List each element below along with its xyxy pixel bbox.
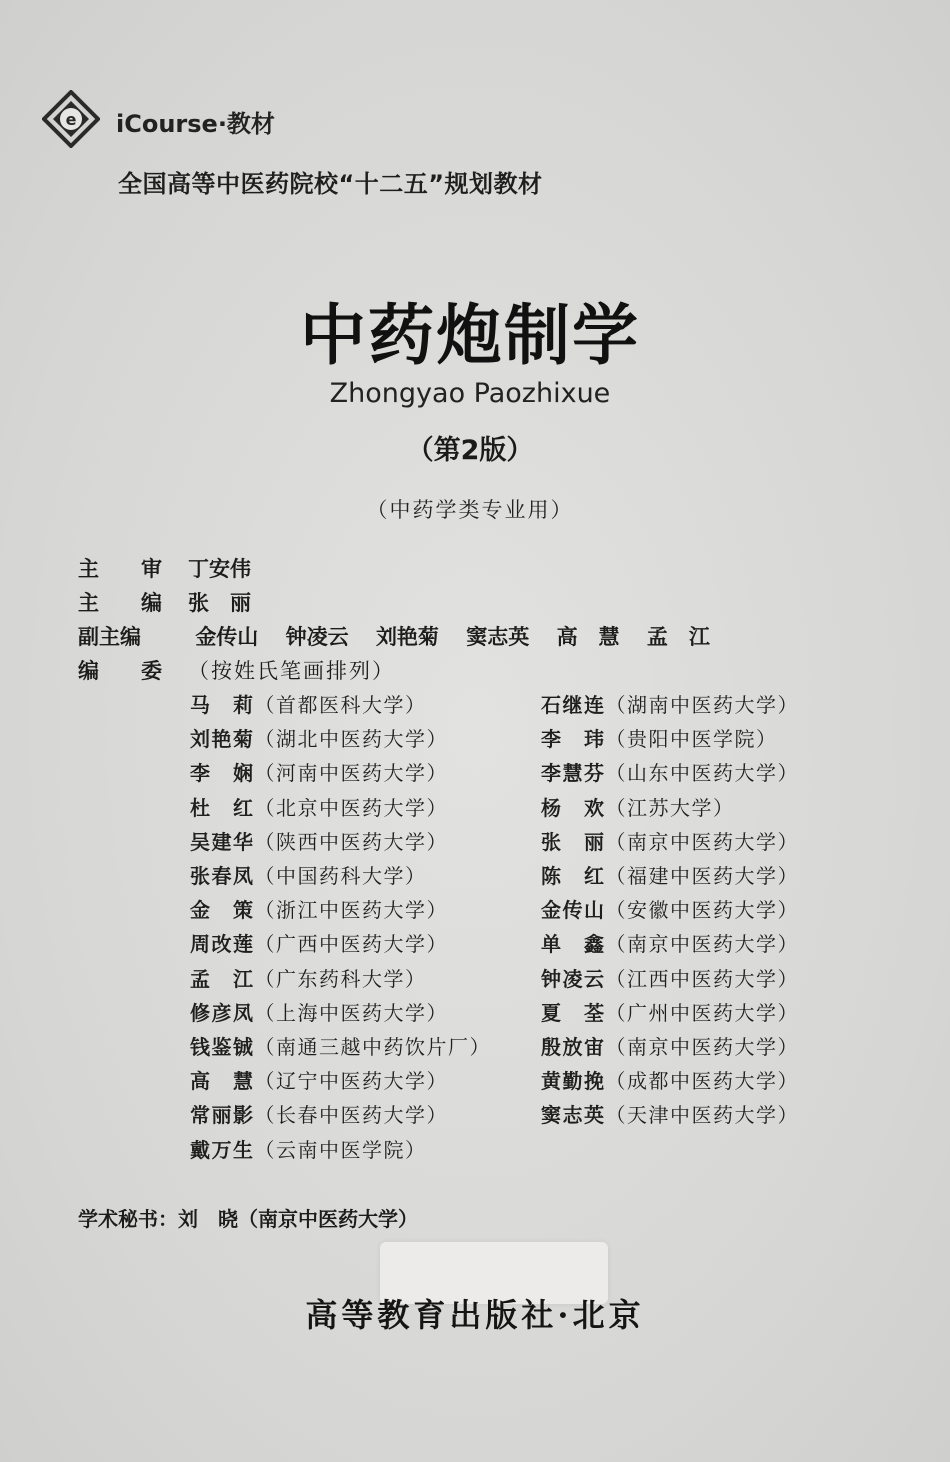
member-entry bbox=[190, 997, 448, 1026]
role-deputy-editors bbox=[78, 621, 730, 651]
member-entry bbox=[190, 1099, 448, 1128]
role-label: 编 委 bbox=[78, 658, 162, 683]
member-name: 李 娴 bbox=[190, 761, 255, 786]
member-name: 金传山 bbox=[541, 898, 606, 923]
member-affiliation: （南京中医药大学） bbox=[605, 1035, 799, 1059]
member-affiliation: （山东中医药大学） bbox=[605, 761, 799, 786]
member-affiliation: （北京中医药大学） bbox=[254, 795, 448, 820]
member-entry bbox=[541, 723, 778, 752]
role-chief-editor bbox=[78, 587, 271, 617]
series-title: 全国高等中医药院校“十二五”规划教材 bbox=[118, 170, 543, 198]
member-entry bbox=[541, 826, 799, 855]
member-name: 吴建华 bbox=[190, 829, 255, 854]
role-editorial-board bbox=[78, 655, 395, 685]
member-affiliation: （云南中医学院） bbox=[254, 1137, 427, 1162]
member-entry bbox=[190, 1134, 427, 1163]
member-affiliation: （南京中医药大学） bbox=[605, 932, 799, 957]
member-affiliation: （福建中医药大学） bbox=[605, 864, 799, 888]
member-entry bbox=[190, 1065, 448, 1094]
role-person: 张 丽 bbox=[188, 590, 251, 615]
member-entry bbox=[541, 1099, 799, 1128]
book-title: 中药炮制学 bbox=[300, 297, 640, 374]
role-label: 副主编 bbox=[78, 624, 141, 649]
member-affiliation: （首都医科大学） bbox=[254, 693, 427, 717]
member-name: 杜 红 bbox=[190, 795, 255, 820]
role-person: 窦志英 bbox=[466, 624, 530, 649]
edition-label: （第2版） bbox=[406, 435, 534, 466]
member-affiliation: （中国药科大学） bbox=[254, 864, 427, 888]
member-name: 夏 荃 bbox=[541, 1000, 606, 1025]
member-affiliation: （上海中医药大学） bbox=[254, 1000, 448, 1025]
role-person: 金传山 bbox=[195, 624, 259, 649]
member-affiliation: （湖南中医药大学） bbox=[605, 693, 799, 717]
member-affiliation: （南京中医药大学） bbox=[605, 829, 799, 854]
member-entry bbox=[190, 860, 427, 889]
member-name: 石继连 bbox=[541, 693, 606, 717]
member-name: 孟 江 bbox=[190, 966, 255, 991]
member-name: 张春凤 bbox=[190, 864, 255, 888]
member-name: 窦志英 bbox=[541, 1103, 606, 1128]
member-entry bbox=[541, 997, 799, 1026]
member-name: 黄勤挽 bbox=[541, 1069, 606, 1094]
member-name: 李慧芬 bbox=[541, 761, 606, 786]
member-name: 马 莉 bbox=[190, 693, 255, 717]
member-affiliation: （广西中医药大学） bbox=[254, 932, 448, 957]
role-person: 钟凌云 bbox=[285, 624, 349, 649]
member-affiliation: （湖北中医药大学） bbox=[254, 727, 448, 752]
member-entry bbox=[190, 963, 427, 992]
role-person: 丁安伟 bbox=[188, 556, 251, 581]
member-entry bbox=[541, 757, 799, 786]
member-affiliation: （广东药科大学） bbox=[254, 966, 427, 991]
role-person: 高 慧 bbox=[556, 624, 620, 649]
member-entry bbox=[541, 1065, 799, 1094]
member-name: 钟凌云 bbox=[541, 966, 606, 991]
role-note: （按姓氏笔画排列） bbox=[188, 659, 395, 683]
publisher-name: 高等教育出版社·北京 bbox=[305, 1296, 645, 1334]
book-title-pinyin: Zhongyao Paozhixue bbox=[329, 378, 611, 409]
member-name: 戴万生 bbox=[190, 1137, 255, 1162]
secretary-org: （南京中医药大学） bbox=[238, 1207, 418, 1231]
academic-secretary bbox=[78, 1203, 418, 1232]
member-name: 金 策 bbox=[190, 898, 255, 923]
member-entry bbox=[190, 826, 448, 855]
member-name: 修彦凤 bbox=[190, 1000, 255, 1025]
member-entry bbox=[190, 723, 448, 752]
member-name: 殷放宙 bbox=[541, 1035, 606, 1059]
member-name: 单 鑫 bbox=[541, 932, 606, 957]
icourse-logo-icon bbox=[42, 90, 100, 148]
member-name: 杨 欢 bbox=[541, 795, 606, 820]
member-entry bbox=[190, 689, 427, 718]
svg-text:e: e bbox=[65, 110, 77, 129]
member-affiliation: （南通三越中药饮片厂） bbox=[254, 1035, 491, 1059]
member-affiliation: （江苏大学） bbox=[605, 795, 735, 820]
role-chief-reviewer bbox=[78, 553, 271, 583]
member-name: 钱鉴铖 bbox=[190, 1035, 255, 1059]
member-entry bbox=[541, 792, 735, 821]
member-affiliation: （成都中医药大学） bbox=[605, 1069, 799, 1094]
member-affiliation: （贵阳中医学院） bbox=[605, 727, 778, 752]
member-entry bbox=[541, 860, 799, 889]
member-affiliation: （陕西中医药大学） bbox=[254, 829, 448, 854]
member-name: 张 丽 bbox=[541, 829, 606, 854]
member-entry bbox=[190, 792, 448, 821]
member-affiliation: （浙江中医药大学） bbox=[254, 898, 448, 923]
member-affiliation: （广州中医药大学） bbox=[605, 1000, 799, 1025]
brand-name: iCourse·教材 bbox=[116, 110, 275, 138]
secretary-name: 刘 晓 bbox=[178, 1207, 238, 1231]
role-person: 孟 江 bbox=[646, 624, 710, 649]
member-affiliation: （长春中医药大学） bbox=[254, 1103, 448, 1128]
member-entry bbox=[190, 1031, 491, 1060]
member-entry bbox=[541, 689, 799, 718]
member-entry bbox=[541, 894, 799, 923]
member-affiliation: （江西中医药大学） bbox=[605, 966, 799, 991]
member-entry bbox=[190, 928, 448, 957]
member-affiliation: （辽宁中医药大学） bbox=[254, 1069, 448, 1094]
member-name: 刘艳菊 bbox=[190, 727, 255, 752]
member-affiliation: （安徽中医药大学） bbox=[605, 898, 799, 923]
member-entry bbox=[190, 894, 448, 923]
member-affiliation: （河南中医药大学） bbox=[254, 761, 448, 786]
member-name: 高 慧 bbox=[190, 1069, 255, 1094]
role-person: 刘艳菊 bbox=[375, 624, 439, 649]
member-entry bbox=[541, 928, 799, 957]
usage-label: （中药学类专业用） bbox=[366, 498, 574, 522]
member-name: 常丽影 bbox=[190, 1103, 255, 1128]
member-name: 李 玮 bbox=[541, 727, 606, 752]
role-label: 主 审 bbox=[78, 556, 162, 581]
member-entry bbox=[541, 1031, 799, 1060]
secretary-label: 学术秘书： bbox=[78, 1207, 178, 1231]
role-label: 主 编 bbox=[78, 590, 162, 615]
member-name: 陈 红 bbox=[541, 864, 606, 888]
member-name: 周改莲 bbox=[190, 932, 255, 957]
member-entry bbox=[541, 963, 799, 992]
member-entry bbox=[190, 757, 448, 786]
member-affiliation: （天津中医药大学） bbox=[605, 1103, 799, 1128]
bleed-through-series bbox=[122, 218, 160, 273]
